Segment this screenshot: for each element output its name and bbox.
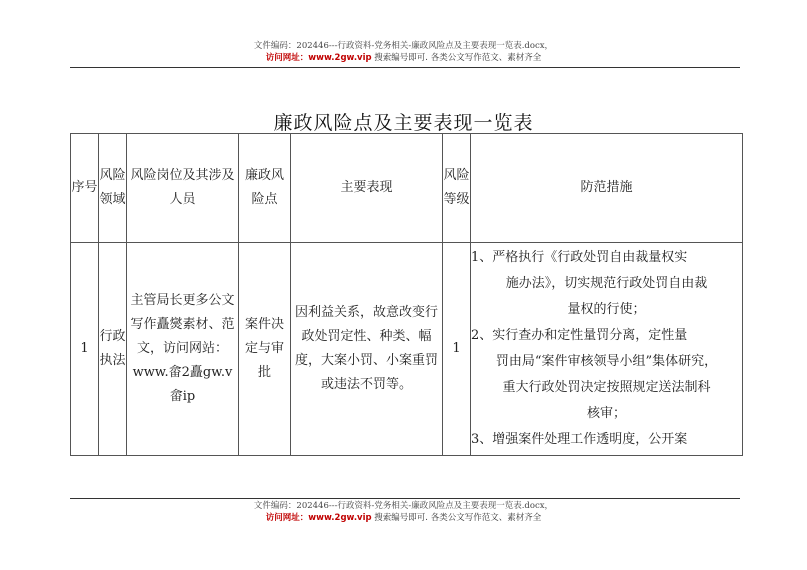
footer-visit-note: 搜索编号即可. 各类公文写作范文、素材齐全 (371, 513, 542, 523)
page-footer (0, 500, 807, 524)
header-visit-link[interactable]: www.2gw.vip (308, 53, 372, 63)
header-file-code: 文件编码：202446---行政资料-党务相关-廉政风险点及主要表现一览表.docx， (253, 41, 554, 51)
measure-1a: 1、严格执行《行政处罚自由裁量权实 (471, 250, 688, 265)
header-behavior: 主要表现 (291, 134, 443, 243)
measure-1b: 施办法》，切实规范行政处罚自由裁 (505, 276, 708, 291)
row-measures (471, 243, 743, 456)
header-visit-label: 访问网址： (265, 53, 309, 63)
page-title: 廉政风险点及主要表现一览表 (273, 112, 534, 134)
row-field: 行政执法 (99, 243, 127, 456)
row-point: 案件决定与审批 (239, 243, 291, 456)
measures-list (471, 245, 742, 453)
footer-visit-line (0, 512, 807, 524)
header-field: 风险领域 (99, 134, 127, 243)
page-header (0, 40, 807, 64)
measure-2b: 罚由局“案件审核领导小组”集体研究， (495, 354, 718, 369)
header-level: 风险等级 (443, 134, 471, 243)
measure-3a: 3、增强案件处理工作透明度，公开案 (471, 432, 688, 447)
row-seq: 1 (71, 243, 99, 456)
measure-2a: 2、实行查办和定性量罚分离，定性量 (471, 328, 688, 343)
footer-rule (70, 498, 740, 499)
row-behavior: 因利益关系，故意改变行政处罚定性、种类、幅度，大案小罚、小案重罚或违法不罚等。 (291, 243, 443, 456)
row-level: 1 (443, 243, 471, 456)
header-point: 廉政风险点 (239, 134, 291, 243)
header-position: 风险岗位及其涉及人员 (127, 134, 239, 243)
header-seq: 序号 (71, 134, 99, 243)
header-visit-line (0, 52, 807, 64)
table-header-row (71, 134, 743, 243)
footer-visit-link[interactable]: www.2gw.vip (308, 513, 372, 523)
header-rule (70, 67, 740, 68)
measure-2c: 重大行政处罚决定按照规定送法制科 (502, 380, 711, 395)
measure-2d: 核审； (586, 406, 626, 421)
footer-file-code: 文件编码：202446---行政资料-党务相关-廉政风险点及主要表现一览表.docx， (253, 501, 554, 511)
header-measures: 防范措施 (471, 134, 743, 243)
footer-visit-label: 访问网址： (265, 513, 309, 523)
header-visit-note: 搜索编号即可. 各类公文写作范文、素材齐全 (371, 53, 542, 63)
measure-1c: 量权的行使； (567, 302, 646, 317)
row-position: 主管局长更多公文写作矗爕素材、范文，访问网站：www.畲2矗gw.v畲ip (127, 243, 239, 456)
table-row (71, 243, 743, 456)
risk-table (70, 133, 743, 456)
